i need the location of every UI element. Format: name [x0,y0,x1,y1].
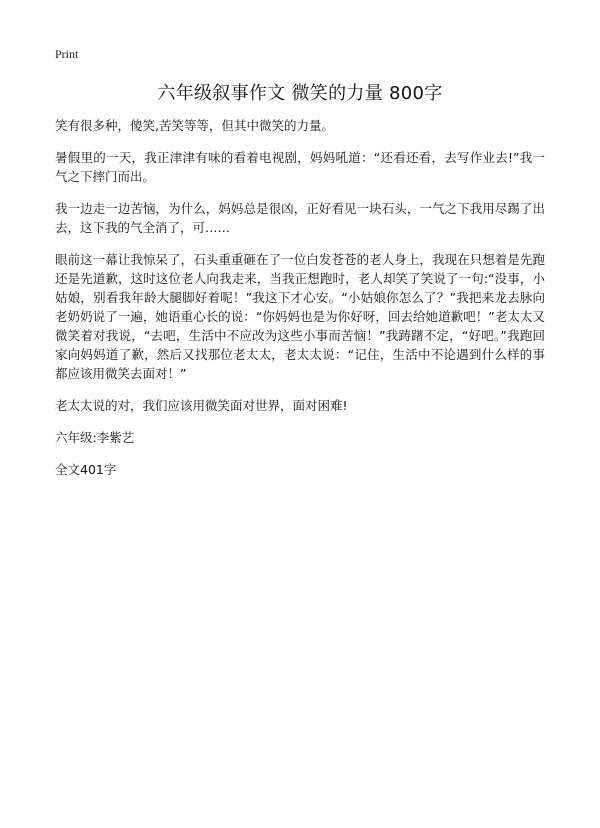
paragraph-old-lady: 眼前这一幕让我惊呆了，石头重重砸在了一位白发苍苍的老人身上，我现在只想着是先跑还是先道歉，这时这位老人向我走来，当我正想跑时，老人却笑了笑说了一句:“没事，小姑娘，别看我年龄大腿脚好着呢！”我这下才心安。“小姑娘你怎么了？”我把来龙去脉向老奶奶说了一遍，她语重心长的说：“你妈妈也是为你好呀，回去给她道歉吧！”老太太又微笑着对我说，“去吧，生活中不应改为这些小事而苦恼！”我踌躇不定，“好吧。”我跑回家向妈妈道了歉，然后又找那位老太太，老太太说：“记住，生活中不论遇到什么样的事都应该用微笑去面对！” [55,252,545,381]
paragraph-stone: 我一边走一边苦恼，为什么，妈妈总是很凶，正好看见一块石头，一气之下我用尽踢了出去，这下我的气全消了，可…… [55,201,545,235]
paragraph-tv: 暑假里的一天，我正津津有味的看着电视剧，妈妈吼道：“还看还看，去写作业去!”我一气之下摔门而出。 [55,150,545,184]
paragraph-intro: 笑有很多种，傻笑,苦笑等等，但其中微笑的力量。 [55,118,334,133]
author-line: 六年级:李紫艺 [55,430,135,445]
article-body [55,116,545,479]
word-count: 全文401字 [55,462,117,477]
print-link[interactable]: Print [55,47,79,61]
paragraph-conclusion: 老太太说的对，我们应该用微笑面对世界，面对困难! [55,398,348,413]
article-title: 六年级叙事作文 微笑的力量 800字 [157,83,443,104]
